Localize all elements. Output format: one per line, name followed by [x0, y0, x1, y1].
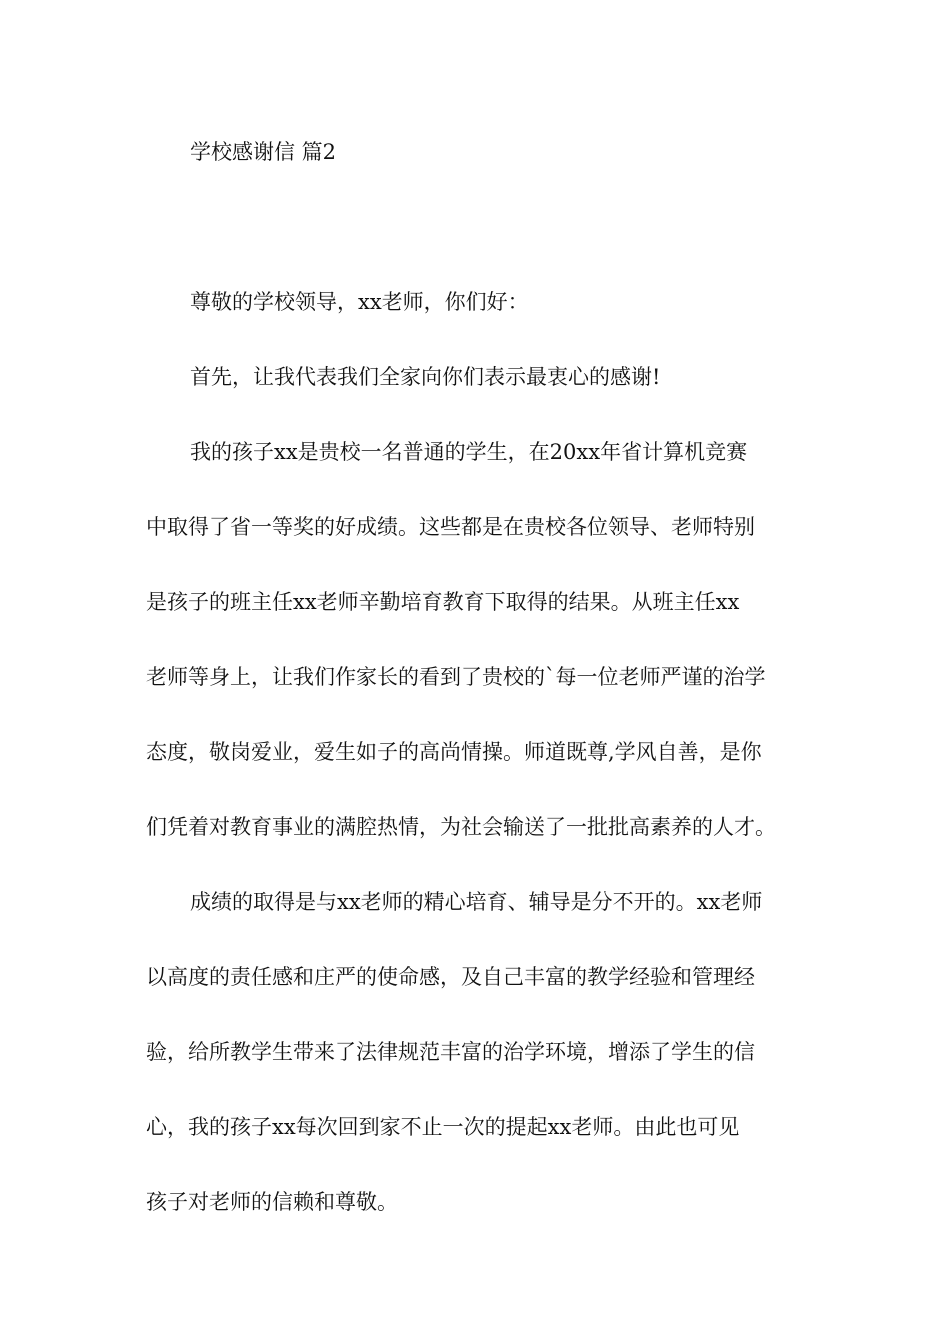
paragraph-line: 验，给所教学生带来了法律规范丰富的治学环境，增添了学生的信 [146, 1040, 755, 1064]
paragraph-line: 孩子对老师的信赖和尊敬。 [146, 1190, 398, 1214]
paragraph-line: 我的孩子xx是贵校一名普通的学生，在20xx年省计算机竞赛 [190, 440, 748, 464]
paragraph-line: 们凭着对教育事业的满腔热情，为社会输送了一批批高素养的人才。 [146, 815, 776, 839]
paragraph-line: 以高度的责任感和庄严的使命感，及自己丰富的教学经验和管理经 [146, 965, 755, 989]
paragraph-line: 态度，敬岗爱业，爱生如子的高尚情操。师道既尊,学风自善，是你 [146, 740, 762, 764]
paragraph-line: 老师等身上，让我们作家长的看到了贵校的`每一位老师严谨的治学 [146, 665, 766, 689]
salutation-line: 尊敬的学校领导，xx老师，你们好： [190, 290, 529, 314]
paragraph-line: 首先，让我代表我们全家向你们表示最衷心的感谢! [190, 365, 661, 389]
paragraph-line: 成绩的取得是与xx老师的精心培育、辅导是分不开的。xx老师 [190, 890, 763, 914]
page-title: 学校感谢信 篇2 [190, 140, 337, 164]
paragraph-line: 是孩子的班主任xx老师辛勤培育教育下取得的结果。从班主任xx [146, 590, 740, 614]
paragraph-line: 心，我的孩子xx每次回到家不止一次的提起xx老师。由此也可见 [146, 1115, 740, 1139]
paragraph-line: 中取得了省一等奖的好成绩。这些都是在贵校各位领导、老师特别 [146, 515, 755, 539]
